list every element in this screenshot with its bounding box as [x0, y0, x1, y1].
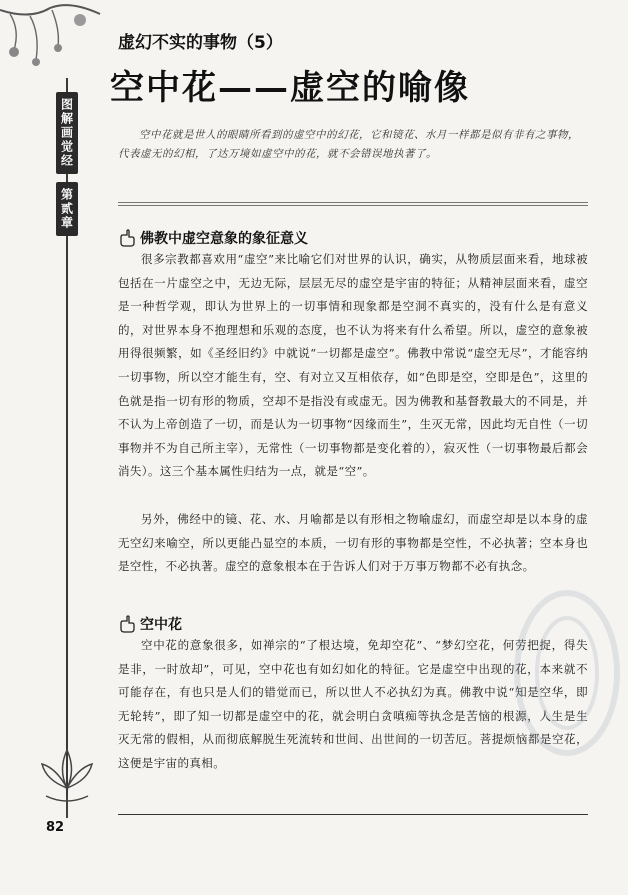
page-number: 82: [46, 820, 65, 835]
section-heading-sky-flower: [118, 614, 182, 634]
side-tab-chapter: 第贰章: [56, 182, 78, 236]
pointing-hand-icon: [118, 615, 136, 633]
body-paragraph: 空中花的意象很多，如禅宗的“了根达境，免却空花”、“梦幻空花，何劳把捉，得失是非，一时放却”，可见，空中花也有如幻如化的特征。它是虚空中出现的花，本来就不可能存在，有也只是人们的错觉而已，所以世人不必执幻为真。佛教中说“知是空华，即无轮转”，即了知一切都是虚空中的花，就会明白贪嗔痴等执念是苦恼的根源，人生是生灭无常的假相，从而彻底解脱生死流转和世间、出世间的一切苦厄。菩提烦恼都是空花，这便是宇宙的真相。: [118, 638, 588, 770]
intro-paragraph: 空中花就是世人的眼睛所看到的虚空中的幻花，它和镜花、水月一样都是似有非有之事物，代表虚无的幻相，了达万境如虚空中的花，就不会错误地执著了。: [118, 129, 579, 160]
watermark-icon: [512, 588, 622, 758]
divider: [118, 202, 588, 206]
tree-branch-icon: [0, 0, 110, 70]
section-heading-text: 佛教中虚空意象的象征意义: [140, 231, 308, 247]
section-heading-symbolism: [118, 228, 308, 248]
body-paragraph: 很多宗教都喜欢用“虚空”来比喻它们对世界的认识，确实，从物质层面来看，地球被包括在一片虚空之中，无边无际，层层无尽的虚空是宇宙的特征；从精神层面来看，虚空是一种哲学观，即认为世界上的一切事情和现象都是空洞不真实的，没有什么是有意义的，对世界本身不抱理想和乐观的态度，也不认为将来有什么希望。所以，虚空的意象被用得很频繁，如《圣经旧约》中就说“一切都是虚空”。佛教中常说“虚空无尽”，才能容纳一切事物，所以空才能生有，空、有对立又互相依存，如“色即是空，空即是色”，这里的色就是指一切有形的物质，空却不是指没有或虚无。因为佛教和基督教最大的不同是，并不认为上帝创造了一切，而是认为一切事物“因缘而生”，生灭无常，因此均无自性（一切事物并不为自己所主宰），无常性（一切事物都是变化着的），寂灭性（一切事物最后都会消失）。这三个基本属性归结为一点，就是“空”。: [118, 252, 588, 479]
page-title: 空中花——虚空的喻像: [110, 68, 470, 108]
series-title: 虚幻不实的事物（5）: [118, 33, 283, 53]
body-paragraph: 另外，佛经中的镜、花、水、月喻都是以有形相之物喻虚幻，而虚空却是以本身的虚无空幻来喻空，所以更能凸显空的本质，一切有形的事物都是空性，不必执著；空本身也是空性，不必执著。虚空的意象根本在于告诉人们对于万事万物都不必有执念。: [118, 512, 588, 574]
lotus-icon: [36, 740, 98, 820]
section-heading-text: 空中花: [140, 617, 182, 633]
footer-rule: [118, 814, 588, 815]
pointing-hand-icon: [118, 229, 136, 247]
side-tab-book: 图解画觉经: [56, 92, 78, 174]
